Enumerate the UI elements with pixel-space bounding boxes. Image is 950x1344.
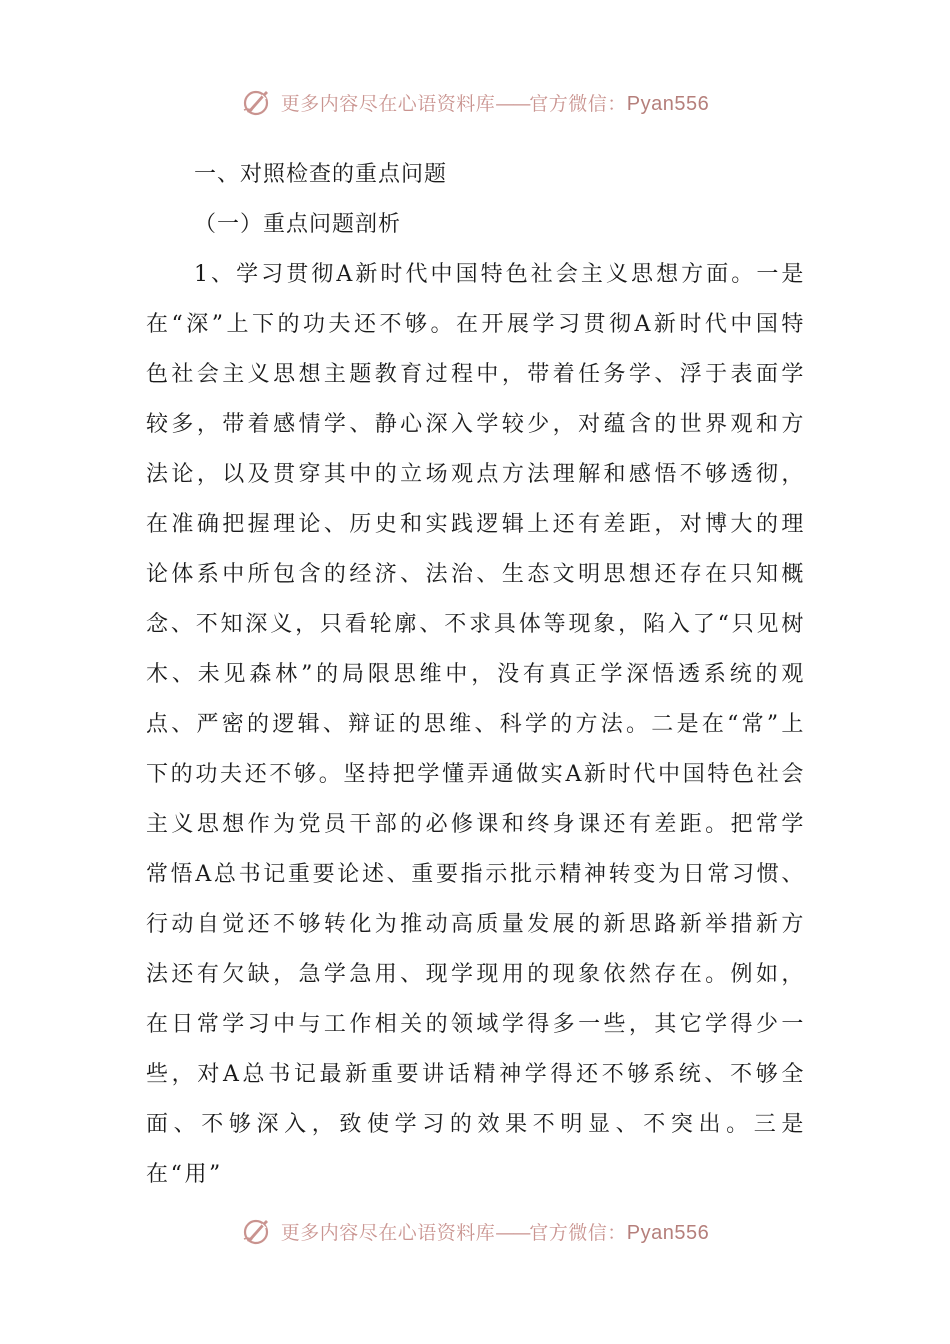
pen-logo-icon	[241, 1215, 273, 1247]
subsection-heading: （一）重点问题剖析	[194, 212, 402, 237]
watermark-text: 更多内容尽在心语资料库——官方微信：Pyan556	[280, 1221, 710, 1244]
section-heading: 一、对照检查的重点问题	[194, 162, 448, 187]
body-paragraph: 1、学习贯彻A新时代中国特色社会主义思想方面。一是在“深”上下的功夫还不够。在开展学习贯彻A新时代中国特色社会主义思想主题教育过程中，带着任务学、浮于表面学较多，带着感情学、静心深入学较少，对蕴含的世界观和方法论，以及贯穿其中的立场观点方法理解和感悟不够透彻，在准确把握理论、历史和实践逻辑上还有差距，对博大的理论体系中所包含的经济、法治、生态文明思想还存在只知概念、不知深义，只看轮廓、不求具体等现象，陷入了“只见树木、未见森林”的局限思维中，没有真正学深悟透系统的观点、严密的逻辑、辩证的思维、科学的方法。二是在“常”上下的功夫还不够。坚持把学懂弄通做实A新时代中国特色社会主义思想作为党员干部的必修课和终身课还有差距。把常学常悟A总书记重要论述、重要指示批示精神转变为日常习惯、行动自觉还不够转化为推动高质量发展的新思路新举措新方法还有欠缺，急学急用、现学现用的现象依然存在。例如，在日常学习中与工作相关的领域学得多一些，其它学得少一些，对A总书记最新重要讲话精神学得还不够系统、不够全面、不够深入，致使学习的效果不明显、不突出。三是在“用”	[146, 262, 806, 1187]
watermark-text: 更多内容尽在心语资料库——官方微信：Pyan556	[280, 92, 710, 115]
document-body	[146, 150, 806, 1200]
watermark-banner-top	[0, 80, 950, 124]
watermark-banner-bottom	[0, 1209, 950, 1253]
pen-logo-icon	[241, 86, 273, 118]
